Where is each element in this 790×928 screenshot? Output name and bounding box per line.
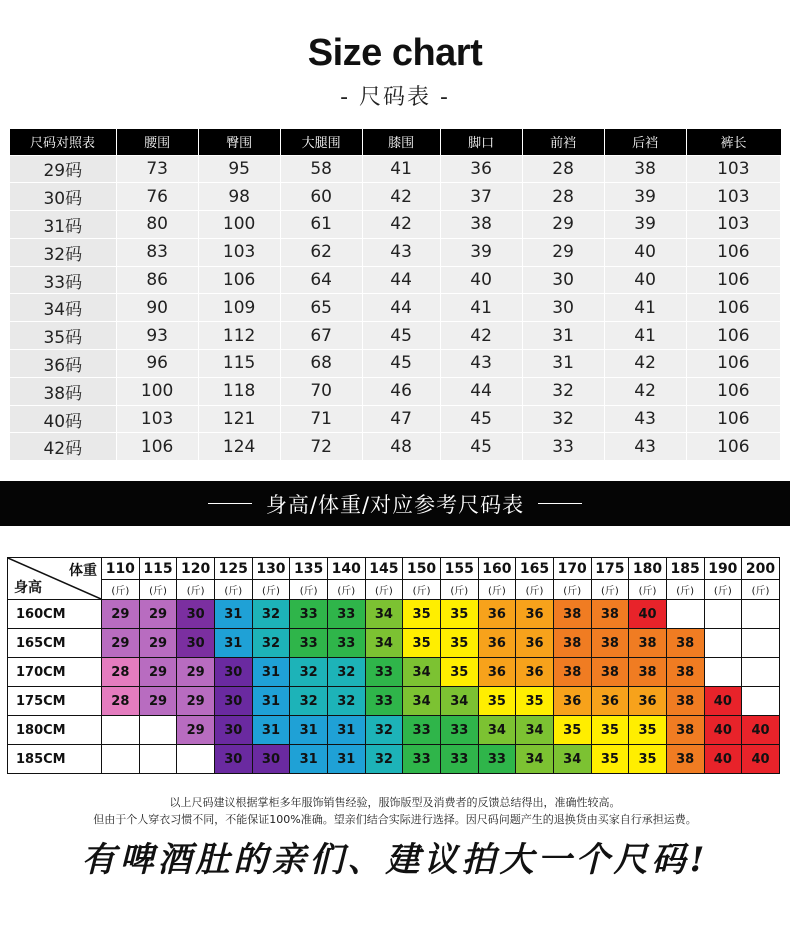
size-cell: 30 bbox=[177, 629, 215, 658]
measurement-cell: 96 bbox=[116, 350, 198, 378]
size-cell: 38 bbox=[666, 745, 704, 774]
weight-value: 185 bbox=[666, 558, 704, 580]
measurement-cell: 44 bbox=[362, 266, 440, 294]
size-cell: 38 bbox=[629, 629, 667, 658]
size-cell: 35 bbox=[478, 687, 516, 716]
size-cell bbox=[742, 658, 780, 687]
size-cell: 35 bbox=[440, 600, 478, 629]
table-row bbox=[10, 183, 781, 211]
measurement-cell: 29 bbox=[522, 211, 604, 239]
size-cell: 40 bbox=[742, 716, 780, 745]
measurement-cell: 39 bbox=[604, 183, 686, 211]
size-cell: 29 bbox=[177, 687, 215, 716]
size-cell: 31 bbox=[290, 745, 328, 774]
measurement-cell: 45 bbox=[362, 350, 440, 378]
size-cell: 40 bbox=[742, 745, 780, 774]
size-cell: 36 bbox=[591, 687, 629, 716]
measurement-cell: 33 bbox=[522, 433, 604, 461]
size-cell: 32 bbox=[252, 629, 290, 658]
size-cell: 31 bbox=[290, 716, 328, 745]
unit-label: (斤) bbox=[214, 580, 252, 600]
size-cell: 33 bbox=[290, 600, 328, 629]
size-cell: 38 bbox=[629, 658, 667, 687]
banner-right-line bbox=[538, 503, 582, 505]
unit-label: (斤) bbox=[591, 580, 629, 600]
size-column-header: 腰围 bbox=[116, 129, 198, 155]
size-column-header: 后裆 bbox=[604, 129, 686, 155]
size-table-header bbox=[10, 129, 781, 155]
size-cell: 40 bbox=[704, 745, 742, 774]
measurement-cell: 41 bbox=[604, 294, 686, 322]
size-cell: 35 bbox=[591, 745, 629, 774]
size-cell: 33 bbox=[403, 716, 441, 745]
size-cell: 30 bbox=[214, 745, 252, 774]
size-cell: 38 bbox=[666, 716, 704, 745]
unit-label: (斤) bbox=[478, 580, 516, 600]
size-cell: 35 bbox=[629, 745, 667, 774]
weight-value: 180 bbox=[629, 558, 667, 580]
height-value: 170CM bbox=[8, 658, 102, 687]
size-cell: 36 bbox=[478, 658, 516, 687]
measurement-cell: 42 bbox=[604, 377, 686, 405]
measurement-cell: 47 bbox=[362, 405, 440, 433]
size-cell: 35 bbox=[403, 629, 441, 658]
measurement-cell: 103 bbox=[686, 155, 780, 183]
weight-value: 200 bbox=[742, 558, 780, 580]
measurement-cell: 106 bbox=[686, 433, 780, 461]
measurement-cell: 93 bbox=[116, 322, 198, 350]
measurement-cell: 106 bbox=[686, 322, 780, 350]
size-label-cell: 38码 bbox=[10, 377, 117, 405]
size-column-header: 大腿围 bbox=[280, 129, 362, 155]
size-cell: 29 bbox=[139, 600, 177, 629]
size-cell: 32 bbox=[365, 745, 403, 774]
measurement-cell: 43 bbox=[362, 238, 440, 266]
size-cell: 34 bbox=[365, 629, 403, 658]
size-cell: 29 bbox=[102, 629, 140, 658]
size-cell: 38 bbox=[553, 600, 591, 629]
unit-label: (斤) bbox=[704, 580, 742, 600]
size-cell: 33 bbox=[440, 716, 478, 745]
measurement-cell: 31 bbox=[522, 322, 604, 350]
weight-value: 145 bbox=[365, 558, 403, 580]
measurement-cell: 121 bbox=[198, 405, 280, 433]
size-cell: 31 bbox=[252, 716, 290, 745]
measurement-cell: 42 bbox=[440, 322, 522, 350]
size-cell: 33 bbox=[365, 687, 403, 716]
size-cell: 38 bbox=[666, 658, 704, 687]
size-cell: 35 bbox=[440, 658, 478, 687]
size-cell: 34 bbox=[553, 745, 591, 774]
weight-label: 体重 bbox=[69, 563, 97, 579]
unit-label: (斤) bbox=[440, 580, 478, 600]
measurement-cell: 41 bbox=[440, 294, 522, 322]
size-label-cell: 32码 bbox=[10, 238, 117, 266]
size-cell: 33 bbox=[327, 600, 365, 629]
weight-value: 150 bbox=[403, 558, 441, 580]
measurement-cell: 46 bbox=[362, 377, 440, 405]
size-cell: 38 bbox=[591, 600, 629, 629]
size-cell: 36 bbox=[629, 687, 667, 716]
table-row bbox=[8, 687, 780, 716]
measurement-cell: 100 bbox=[116, 377, 198, 405]
unit-label: (斤) bbox=[327, 580, 365, 600]
unit-label: (斤) bbox=[403, 580, 441, 600]
size-cell: 34 bbox=[516, 716, 554, 745]
measurement-cell: 39 bbox=[604, 211, 686, 239]
reference-banner bbox=[0, 481, 790, 526]
size-cell: 31 bbox=[214, 629, 252, 658]
unit-label: (斤) bbox=[365, 580, 403, 600]
size-cell: 33 bbox=[440, 745, 478, 774]
measurement-cell: 32 bbox=[522, 377, 604, 405]
size-cell: 31 bbox=[327, 745, 365, 774]
unit-label: (斤) bbox=[666, 580, 704, 600]
measurement-cell: 32 bbox=[522, 405, 604, 433]
size-cell: 30 bbox=[177, 600, 215, 629]
size-cell: 36 bbox=[516, 629, 554, 658]
size-cell: 38 bbox=[591, 658, 629, 687]
size-cell bbox=[742, 687, 780, 716]
table-row bbox=[10, 155, 781, 183]
size-column-header: 尺码对照表 bbox=[10, 129, 117, 155]
measurement-cell: 40 bbox=[440, 266, 522, 294]
size-cell: 32 bbox=[290, 687, 328, 716]
measurement-cell: 65 bbox=[280, 294, 362, 322]
measurement-cell: 80 bbox=[116, 211, 198, 239]
weight-value: 170 bbox=[553, 558, 591, 580]
size-cell: 34 bbox=[478, 716, 516, 745]
weight-value: 130 bbox=[252, 558, 290, 580]
size-cell: 35 bbox=[591, 716, 629, 745]
measurement-cell: 40 bbox=[604, 238, 686, 266]
size-cell: 40 bbox=[704, 716, 742, 745]
size-cell bbox=[742, 600, 780, 629]
size-cell bbox=[139, 745, 177, 774]
size-cell: 31 bbox=[252, 687, 290, 716]
note-line-1: 以上尺码建议根据掌柜多年服饰销售经验，服饰版型及消费者的反馈总结得出，准确性较高。 bbox=[169, 796, 621, 809]
measurement-cell: 106 bbox=[686, 377, 780, 405]
unit-label: (斤) bbox=[139, 580, 177, 600]
size-cell: 29 bbox=[139, 658, 177, 687]
size-cell: 38 bbox=[591, 629, 629, 658]
measurement-cell: 103 bbox=[198, 238, 280, 266]
measurement-cell: 90 bbox=[116, 294, 198, 322]
measurement-cell: 36 bbox=[440, 155, 522, 183]
size-cell: 35 bbox=[403, 600, 441, 629]
size-cell: 35 bbox=[553, 716, 591, 745]
measurement-cell: 68 bbox=[280, 350, 362, 378]
measurement-cell: 31 bbox=[522, 350, 604, 378]
weight-value: 125 bbox=[214, 558, 252, 580]
unit-label: (斤) bbox=[102, 580, 140, 600]
size-column-header: 膝围 bbox=[362, 129, 440, 155]
size-column-header: 臀围 bbox=[198, 129, 280, 155]
size-cell: 35 bbox=[516, 687, 554, 716]
weight-value: 190 bbox=[704, 558, 742, 580]
table-row bbox=[8, 658, 780, 687]
size-cell: 32 bbox=[365, 716, 403, 745]
size-label-cell: 33码 bbox=[10, 266, 117, 294]
page-subtitle: - 尺码表 - bbox=[340, 85, 450, 110]
size-column-header: 裤长 bbox=[686, 129, 780, 155]
measurement-cell: 106 bbox=[686, 405, 780, 433]
measurement-cell: 72 bbox=[280, 433, 362, 461]
measurement-cell: 103 bbox=[686, 183, 780, 211]
measurement-cell: 62 bbox=[280, 238, 362, 266]
table-row bbox=[10, 322, 781, 350]
measurement-cell: 86 bbox=[116, 266, 198, 294]
corner-cell bbox=[8, 558, 102, 600]
size-label-cell: 36码 bbox=[10, 350, 117, 378]
measurement-cell: 112 bbox=[198, 322, 280, 350]
measurement-cell: 43 bbox=[604, 433, 686, 461]
measurement-cell: 30 bbox=[522, 294, 604, 322]
measurement-cell: 124 bbox=[198, 433, 280, 461]
unit-label: (斤) bbox=[629, 580, 667, 600]
measurement-cell: 39 bbox=[440, 238, 522, 266]
size-cell: 29 bbox=[139, 687, 177, 716]
size-cell: 32 bbox=[327, 658, 365, 687]
table-row bbox=[10, 405, 781, 433]
size-cell: 34 bbox=[403, 687, 441, 716]
table-row bbox=[10, 266, 781, 294]
size-cell: 33 bbox=[327, 629, 365, 658]
size-label-cell: 40码 bbox=[10, 405, 117, 433]
size-cell bbox=[666, 600, 704, 629]
size-cell bbox=[102, 716, 140, 745]
size-cell: 34 bbox=[365, 600, 403, 629]
size-cell: 31 bbox=[327, 716, 365, 745]
weight-value: 110 bbox=[102, 558, 140, 580]
measurement-cell: 48 bbox=[362, 433, 440, 461]
banner-left-line bbox=[208, 503, 252, 505]
size-cell: 30 bbox=[214, 716, 252, 745]
size-cell: 30 bbox=[214, 687, 252, 716]
measurement-cell: 64 bbox=[280, 266, 362, 294]
measurement-cell: 42 bbox=[362, 211, 440, 239]
size-label-cell: 34码 bbox=[10, 294, 117, 322]
size-cell bbox=[704, 600, 742, 629]
measurement-cell: 43 bbox=[440, 350, 522, 378]
table-row bbox=[8, 716, 780, 745]
size-cell: 38 bbox=[553, 658, 591, 687]
measurement-cell: 98 bbox=[198, 183, 280, 211]
measurement-cell: 61 bbox=[280, 211, 362, 239]
size-cell: 29 bbox=[177, 658, 215, 687]
measurement-cell: 106 bbox=[686, 238, 780, 266]
size-cell bbox=[139, 716, 177, 745]
measurement-cell: 41 bbox=[362, 155, 440, 183]
size-cell: 40 bbox=[704, 687, 742, 716]
weight-value: 165 bbox=[516, 558, 554, 580]
measurement-cell: 44 bbox=[440, 377, 522, 405]
size-cell: 33 bbox=[478, 745, 516, 774]
size-cell: 36 bbox=[478, 600, 516, 629]
unit-label: (斤) bbox=[177, 580, 215, 600]
height-label: 身高 bbox=[14, 580, 42, 596]
table-row bbox=[10, 294, 781, 322]
unit-label: (斤) bbox=[742, 580, 780, 600]
size-cell: 29 bbox=[139, 629, 177, 658]
size-cell bbox=[704, 629, 742, 658]
page-title: Size chart bbox=[307, 32, 483, 74]
size-label-cell: 42码 bbox=[10, 433, 117, 461]
height-value: 165CM bbox=[8, 629, 102, 658]
weight-value: 155 bbox=[440, 558, 478, 580]
measurement-cell: 45 bbox=[440, 405, 522, 433]
size-cell: 38 bbox=[666, 629, 704, 658]
measurement-cell: 115 bbox=[198, 350, 280, 378]
size-label-cell: 31码 bbox=[10, 211, 117, 239]
height-value: 160CM bbox=[8, 600, 102, 629]
measurement-cell: 58 bbox=[280, 155, 362, 183]
measurement-cell: 106 bbox=[686, 350, 780, 378]
note-line-2: 但由于个人穿衣习惯不同，不能保证100%准确。望亲们结合实际进行选择。因尺码问题产生的退换货由买家自行承担运费。 bbox=[93, 813, 697, 826]
size-cell: 35 bbox=[629, 716, 667, 745]
measurement-cell: 45 bbox=[440, 433, 522, 461]
size-cell: 33 bbox=[403, 745, 441, 774]
weight-value: 140 bbox=[327, 558, 365, 580]
measurement-cell: 109 bbox=[198, 294, 280, 322]
measurement-cell: 38 bbox=[440, 211, 522, 239]
measurement-cell: 106 bbox=[198, 266, 280, 294]
weight-value: 135 bbox=[290, 558, 328, 580]
beer-belly-slogan: 有啤酒肚的亲们、建议拍大一个尺码! bbox=[81, 840, 709, 880]
table-row bbox=[10, 377, 781, 405]
measurement-cell: 30 bbox=[522, 266, 604, 294]
table-row bbox=[10, 211, 781, 239]
measurement-cell: 28 bbox=[522, 155, 604, 183]
size-cell bbox=[742, 629, 780, 658]
unit-label: (斤) bbox=[252, 580, 290, 600]
unit-label: (斤) bbox=[553, 580, 591, 600]
table-row bbox=[8, 745, 780, 774]
measurement-cell: 40 bbox=[604, 266, 686, 294]
size-cell: 36 bbox=[516, 600, 554, 629]
table-row bbox=[10, 238, 781, 266]
measurement-cell: 106 bbox=[116, 433, 198, 461]
size-column-header: 前裆 bbox=[522, 129, 604, 155]
weight-height-table bbox=[7, 557, 780, 774]
measurement-cell: 106 bbox=[686, 266, 780, 294]
size-cell: 31 bbox=[252, 658, 290, 687]
size-cell: 28 bbox=[102, 658, 140, 687]
size-cell: 38 bbox=[666, 687, 704, 716]
table-row bbox=[10, 350, 781, 378]
measurement-cell: 60 bbox=[280, 183, 362, 211]
size-cell: 31 bbox=[214, 600, 252, 629]
weight-value: 175 bbox=[591, 558, 629, 580]
unit-label: (斤) bbox=[516, 580, 554, 600]
measurement-cell: 118 bbox=[198, 377, 280, 405]
measurement-cell: 41 bbox=[604, 322, 686, 350]
size-cell: 36 bbox=[478, 629, 516, 658]
measurement-cell: 37 bbox=[440, 183, 522, 211]
banner-title: 身高/体重/对应参考尺码表 bbox=[265, 492, 525, 517]
size-cell: 29 bbox=[102, 600, 140, 629]
size-cell: 34 bbox=[403, 658, 441, 687]
measurement-cell: 29 bbox=[522, 238, 604, 266]
size-cell: 32 bbox=[252, 600, 290, 629]
measurement-cell: 83 bbox=[116, 238, 198, 266]
measurement-cell: 73 bbox=[116, 155, 198, 183]
size-column-header: 脚口 bbox=[440, 129, 522, 155]
size-cell: 36 bbox=[553, 687, 591, 716]
table-row bbox=[8, 600, 780, 629]
table-row bbox=[10, 433, 781, 461]
size-cell bbox=[177, 745, 215, 774]
size-label-cell: 35码 bbox=[10, 322, 117, 350]
size-cell bbox=[704, 658, 742, 687]
measurement-cell: 44 bbox=[362, 294, 440, 322]
size-cell: 29 bbox=[177, 716, 215, 745]
size-cell: 40 bbox=[629, 600, 667, 629]
height-value: 180CM bbox=[8, 716, 102, 745]
weight-value: 120 bbox=[177, 558, 215, 580]
measurement-cell: 45 bbox=[362, 322, 440, 350]
measurement-cell: 28 bbox=[522, 183, 604, 211]
size-cell: 33 bbox=[290, 629, 328, 658]
measurement-cell: 103 bbox=[116, 405, 198, 433]
unit-label: (斤) bbox=[290, 580, 328, 600]
measurement-cell: 67 bbox=[280, 322, 362, 350]
size-cell: 32 bbox=[327, 687, 365, 716]
size-cell: 34 bbox=[440, 687, 478, 716]
size-label-cell: 30码 bbox=[10, 183, 117, 211]
weight-value: 160 bbox=[478, 558, 516, 580]
size-cell bbox=[102, 745, 140, 774]
size-cell: 28 bbox=[102, 687, 140, 716]
table-row bbox=[8, 629, 780, 658]
size-cell: 33 bbox=[365, 658, 403, 687]
measurement-cell: 103 bbox=[686, 211, 780, 239]
size-cell: 35 bbox=[440, 629, 478, 658]
size-cell: 34 bbox=[516, 745, 554, 774]
measurement-cell: 42 bbox=[362, 183, 440, 211]
measurement-cell: 70 bbox=[280, 377, 362, 405]
measurement-cell: 43 bbox=[604, 405, 686, 433]
size-cell: 30 bbox=[252, 745, 290, 774]
size-chart-table bbox=[9, 129, 781, 461]
height-value: 185CM bbox=[8, 745, 102, 774]
measurement-cell: 100 bbox=[198, 211, 280, 239]
measurement-cell: 38 bbox=[604, 155, 686, 183]
weight-value: 115 bbox=[139, 558, 177, 580]
size-cell: 36 bbox=[516, 658, 554, 687]
measurement-cell: 71 bbox=[280, 405, 362, 433]
size-label-cell: 29码 bbox=[10, 155, 117, 183]
measurement-cell: 76 bbox=[116, 183, 198, 211]
size-cell: 38 bbox=[553, 629, 591, 658]
size-cell: 32 bbox=[290, 658, 328, 687]
size-cell: 30 bbox=[214, 658, 252, 687]
weight-header-row bbox=[8, 558, 780, 580]
unit-row bbox=[8, 580, 780, 600]
measurement-cell: 42 bbox=[604, 350, 686, 378]
measurement-cell: 95 bbox=[198, 155, 280, 183]
height-value: 175CM bbox=[8, 687, 102, 716]
measurement-cell: 106 bbox=[686, 294, 780, 322]
